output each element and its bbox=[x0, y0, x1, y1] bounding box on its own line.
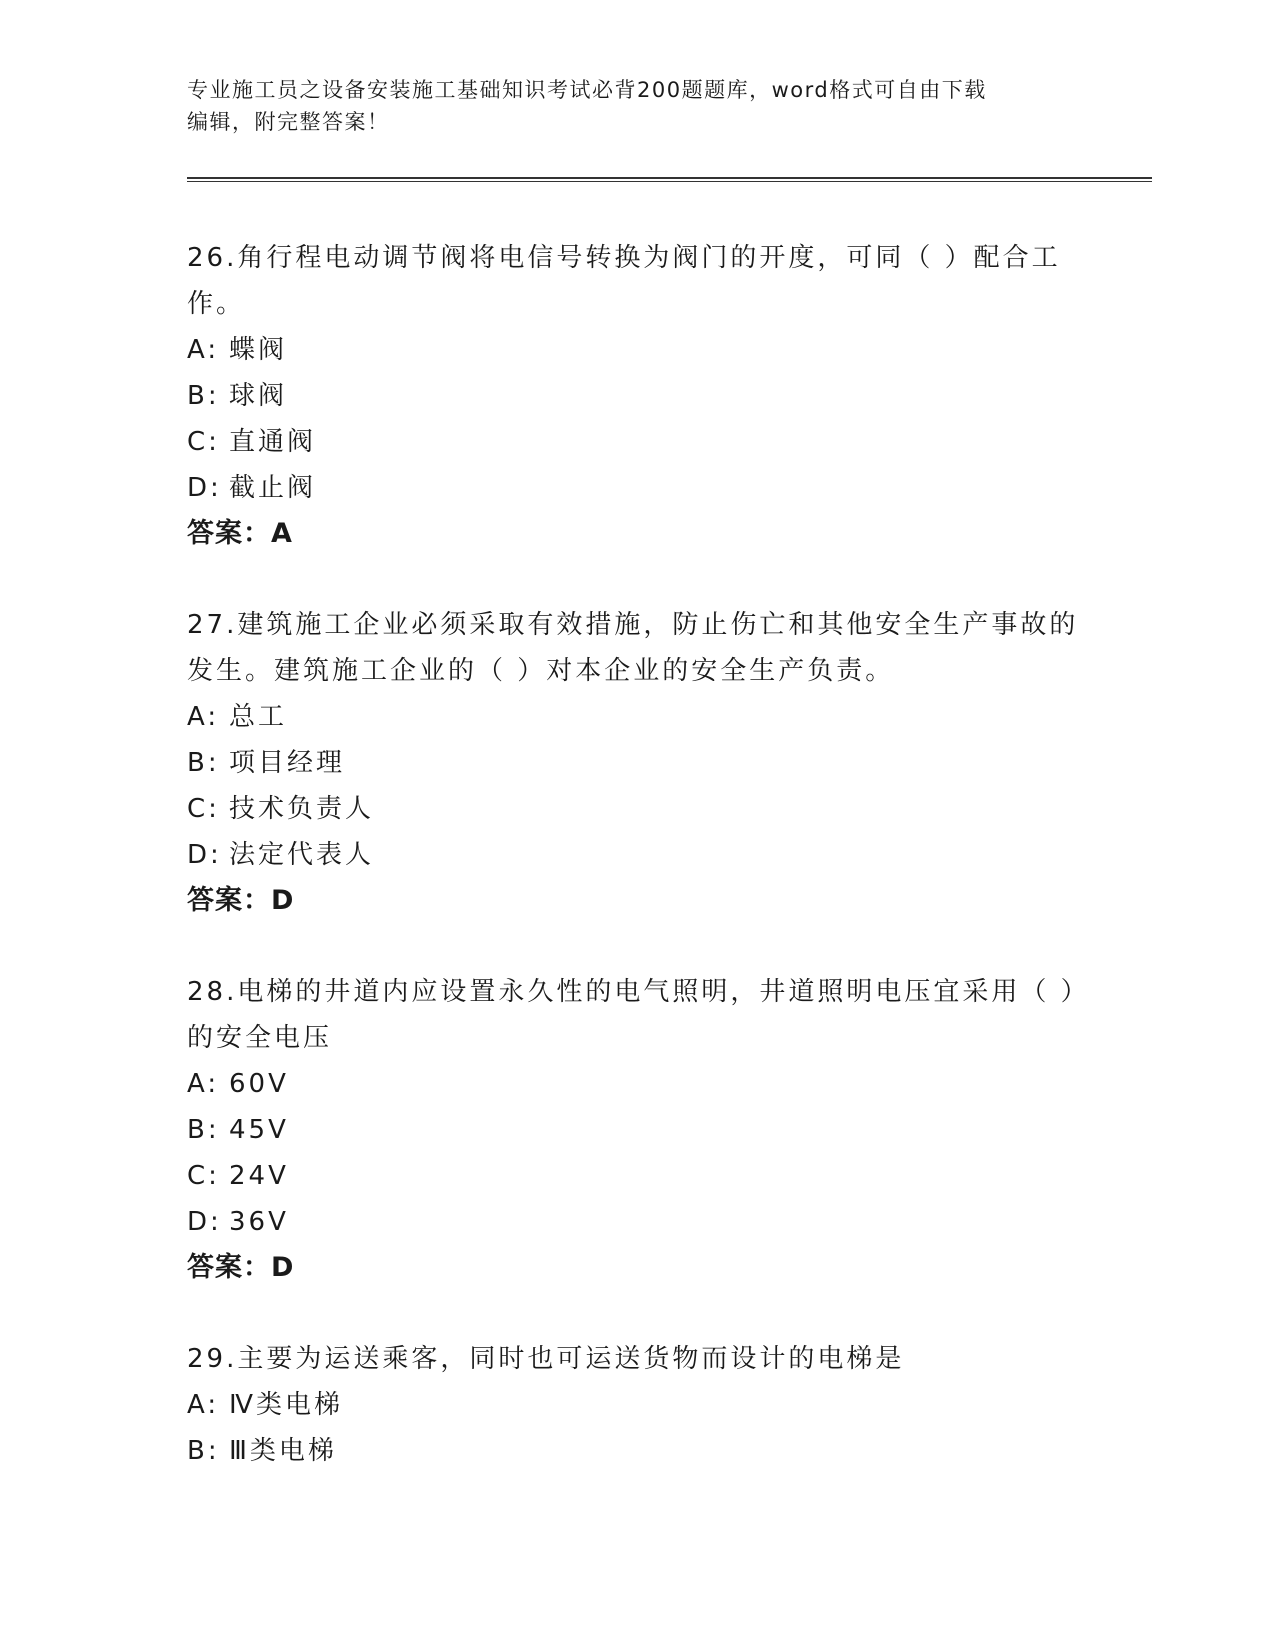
option-c bbox=[187, 419, 1087, 465]
answer: 答案：D bbox=[187, 885, 295, 916]
question-list bbox=[187, 235, 1087, 1519]
option-text: 36V bbox=[229, 1207, 289, 1237]
option-text: 项目经理 bbox=[229, 748, 346, 778]
option-text: 球阀 bbox=[229, 381, 288, 411]
option-key: A: bbox=[187, 335, 220, 365]
question-stem: 29.主要为运送乘客，同时也可运送货物而设计的电梯是 bbox=[187, 1344, 905, 1374]
option-text: 截止阀 bbox=[229, 473, 317, 503]
option-key: B: bbox=[187, 381, 220, 411]
header-divider bbox=[187, 177, 1152, 182]
option-key: A: bbox=[187, 1390, 220, 1420]
option-text: 24V bbox=[229, 1161, 289, 1191]
option-key: D: bbox=[187, 1207, 222, 1237]
question-27 bbox=[187, 602, 1087, 924]
option-text: 60V bbox=[229, 1069, 289, 1099]
option-d bbox=[187, 1199, 1087, 1245]
question-stem: 28.电梯的井道内应设置永久性的电气照明，井道照明电压宜采用（ ）的安全电压 bbox=[187, 977, 1077, 1053]
option-text: 法定代表人 bbox=[229, 840, 375, 870]
option-c bbox=[187, 786, 1087, 832]
option-a bbox=[187, 1061, 1087, 1107]
header-title-line-1: 专业施工员之设备安装施工基础知识考试必背200题题库，word格式可自由下载 bbox=[187, 78, 987, 102]
option-text: 总工 bbox=[229, 702, 288, 732]
option-text: 45V bbox=[229, 1115, 289, 1145]
option-text: 蝶阀 bbox=[229, 335, 288, 365]
option-b bbox=[187, 1428, 1087, 1474]
option-d bbox=[187, 832, 1087, 878]
option-d bbox=[187, 465, 1087, 511]
option-key: B: bbox=[187, 1436, 220, 1466]
option-c bbox=[187, 1153, 1087, 1199]
option-b bbox=[187, 740, 1087, 786]
question-29 bbox=[187, 1336, 1087, 1474]
option-a bbox=[187, 1382, 1087, 1428]
option-a bbox=[187, 694, 1087, 740]
option-key: C: bbox=[187, 1161, 220, 1191]
option-b bbox=[187, 373, 1087, 419]
question-26 bbox=[187, 235, 1087, 557]
option-a bbox=[187, 327, 1087, 373]
question-28 bbox=[187, 969, 1087, 1291]
answer: 答案：D bbox=[187, 1252, 295, 1283]
option-b bbox=[187, 1107, 1087, 1153]
question-stem: 26.角行程电动调节阀将电信号转换为阀门的开度，可同（ ）配合工作。 bbox=[187, 243, 1061, 319]
option-key: C: bbox=[187, 427, 220, 457]
option-key: A: bbox=[187, 702, 220, 732]
header-title-line-2: 编辑，附完整答案！ bbox=[187, 110, 390, 134]
document-header bbox=[187, 74, 1087, 138]
option-text: 直通阀 bbox=[229, 427, 317, 457]
answer: 答案：A bbox=[187, 518, 293, 549]
option-text: 技术负责人 bbox=[229, 794, 375, 824]
option-key: B: bbox=[187, 1115, 220, 1145]
option-text: Ⅲ类电梯 bbox=[229, 1436, 337, 1466]
question-stem: 27.建筑施工企业必须采取有效措施，防止伤亡和其他安全生产事故的发生。建筑施工企业的（ ）对本企业的安全生产负责。 bbox=[187, 610, 1079, 686]
option-key: A: bbox=[187, 1069, 220, 1099]
option-key: D: bbox=[187, 840, 222, 870]
option-key: D: bbox=[187, 473, 222, 503]
option-key: C: bbox=[187, 794, 220, 824]
option-text: Ⅳ类电梯 bbox=[229, 1390, 343, 1420]
option-key: B: bbox=[187, 748, 220, 778]
